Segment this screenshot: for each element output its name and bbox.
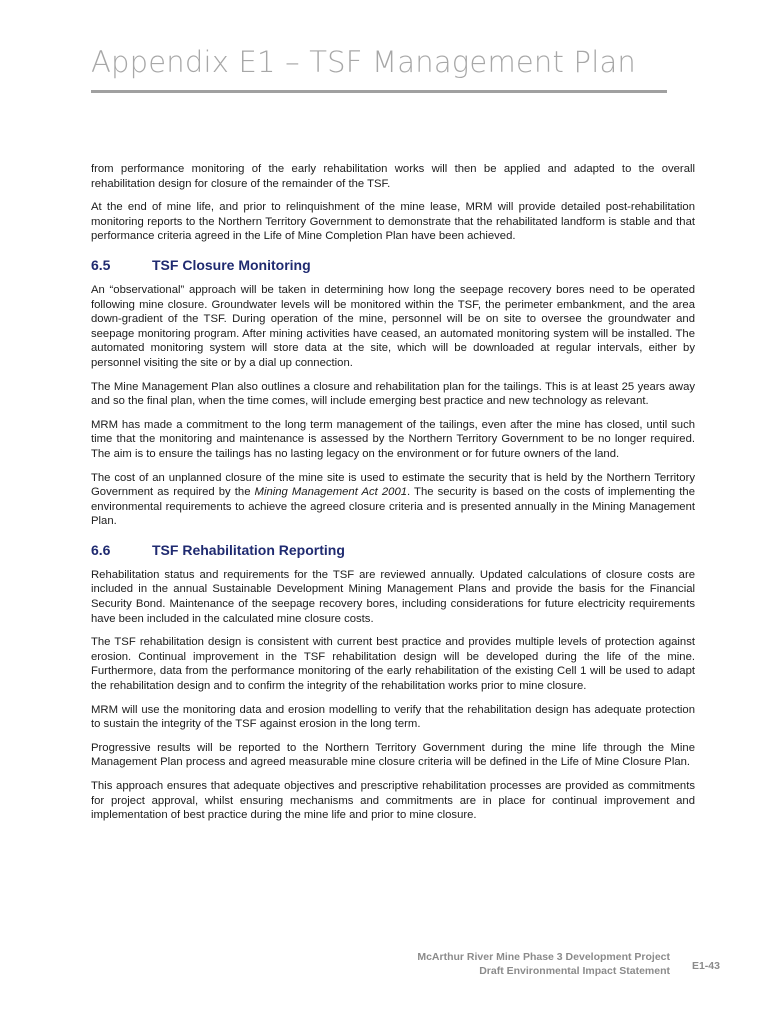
footer-project-name: McArthur River Mine Phase 3 Development Project bbox=[417, 951, 670, 963]
paragraph: MRM will use the monitoring data and erosion modelling to verify that the rehabilitation design has adequate protection to sustain the integrity of the TSF against erosion in the long term. bbox=[91, 703, 695, 731]
paragraph: Rehabilitation status and requirements for the TSF are reviewed annually. Updated calculations of closure costs are included in the annual Sustainable Development Mining Management Plans and provide the basis for the Financial Security Bond. Maintenance of the seepage recovery bores, including considerations for future electricity requirements have been included in the calculated mine closure costs. bbox=[91, 568, 695, 625]
footer-document-type: Draft Environmental Impact Statement bbox=[479, 965, 670, 977]
security-paragraph bbox=[91, 471, 695, 529]
page-title: Appendix E1 – TSF Management Plan bbox=[91, 45, 636, 79]
section-number: 6.5 bbox=[91, 256, 111, 273]
paragraph: An “observational” approach will be taken in determining how long the seepage recovery bores need to be operated following mine closure. Groundwater levels will be monitored within the TSF, the perimeter embankment, and the area down-gradient of the TSF. During operation of the mine, personnel will be on site to oversee the groundwater and seepage monitoring program. After mining activities have ceased, an automated monitoring system will be installed. The automated monitoring system will store data at the site, which will be downloaded at regular intervals, either by personnel visiting the site or by a dial up connection. bbox=[91, 283, 695, 369]
paragraph: The TSF rehabilitation design is consistent with current best practice and provides multiple levels of protection against erosion. Continual improvement in the TSF rehabilitation design will be developed during the life of the mine. Furthermore, data from the performance monitoring of the early rehabilitation of the existing Cell 1 will be used to adapt the rehabilitation design and to confirm the integrity of the rehabilitation works prior to mine closure. bbox=[91, 636, 695, 693]
paragraph: At the end of mine life, and prior to relinquishment of the mine lease, MRM will provide detailed post-rehabilitation monitoring reports to the Northern Territory Government to demonstrate that the rehabilitated landform is stable and that performance criteria agreed in the Life of Mine Completion Plan have been achieved. bbox=[91, 201, 695, 243]
paragraph: MRM has made a commitment to the long term management of the tailings, even after the mine has closed, until such time that the monitoring and maintenance is assessed by the Northern Territory Government to be no longer required. The aim is to ensure the tailings has no lasting legacy on the environment or for future owners of the land. bbox=[91, 418, 695, 460]
act-name: Mining Management Act 2001 bbox=[254, 486, 408, 499]
page-number: E1-43 bbox=[691, 960, 720, 972]
section-number: 6.6 bbox=[91, 541, 111, 558]
document-body bbox=[91, 162, 695, 832]
paragraph: This approach ensures that adequate objectives and prescriptive rehabilitation processes are provided as commitments for project approval, whilst ensuring mechanisms and commitments are in place for continual improvement and implementation of best practice during the mine life and prior to mine closure. bbox=[91, 780, 695, 822]
paragraph-text: The cost of an unplanned closure of the mine site is used to estimate the security that is held by the Northern Territory Government as required by the bbox=[91, 471, 695, 499]
section-heading-6-5 bbox=[91, 256, 695, 274]
section-title: TSF Rehabilitation Reporting bbox=[152, 541, 345, 558]
page-header bbox=[91, 42, 667, 82]
paragraph: Progressive results will be reported to the Northern Territory Government during the mine life through the Mine Management Plan process and agreed measurable mine closure criteria will be defined in the Life of Mine Closure Plan. bbox=[91, 741, 695, 769]
footer-document-info bbox=[417, 950, 670, 978]
section-heading-6-6 bbox=[91, 541, 695, 559]
section-title: TSF Closure Monitoring bbox=[152, 256, 311, 273]
paragraph-text: . The security is based on the costs of implementing the environmental requirements to achieve the agreed closure criteria and is presented annually in the Mining Management Plan. bbox=[91, 486, 695, 528]
paragraph: from performance monitoring of the early rehabilitation works will then be applied and adapted to the overall rehabilitation design for closure of the remainder of the TSF. bbox=[91, 163, 695, 190]
paragraph: The Mine Management Plan also outlines a closure and rehabilitation plan for the tailings. This is at least 25 years away and so the final plan, when the time comes, will include emerging best practice and new technology as relevant. bbox=[91, 380, 695, 408]
header-rule bbox=[91, 90, 667, 93]
